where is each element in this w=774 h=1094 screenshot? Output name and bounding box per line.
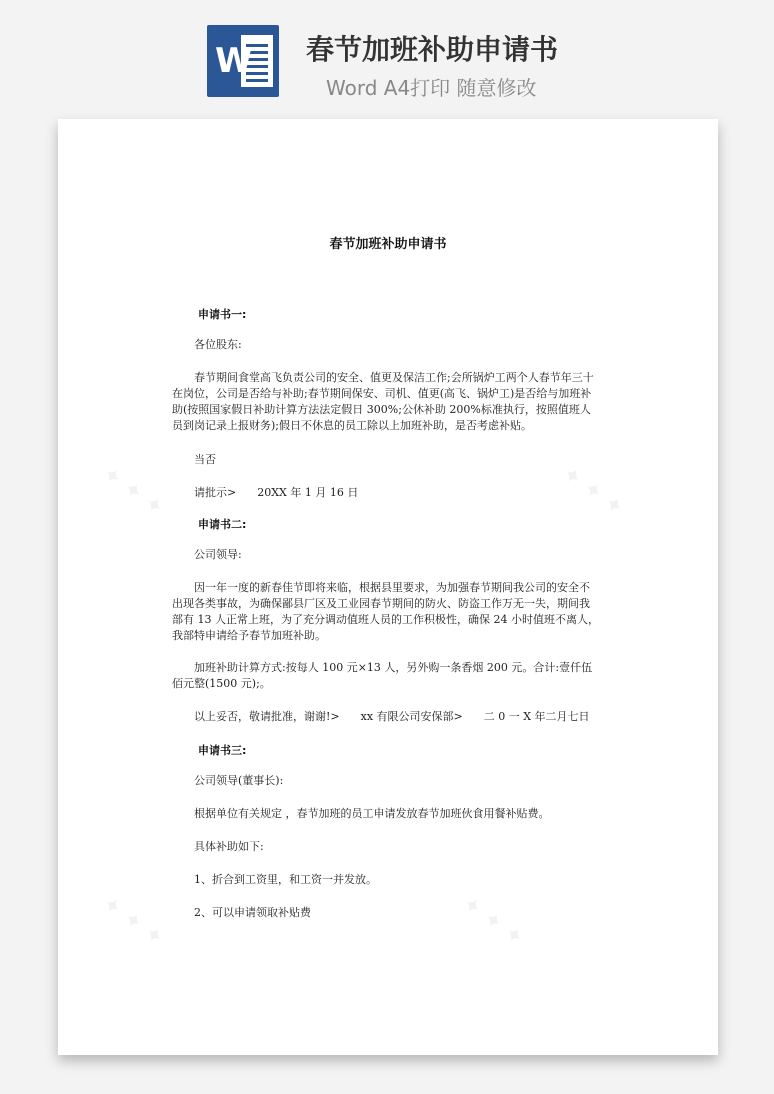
document-title: 春节加班补助申请书: [329, 237, 447, 252]
watermark-decoration: ✦ ✦ ✦: [97, 891, 169, 952]
section1-heading: 申请书一:: [198, 308, 247, 321]
section3-body: 根据单位有关规定 ，春节加班的员工申请发放春节加班伙食用餐补贴费。: [194, 807, 550, 820]
page-header: [0, 0, 774, 115]
section3-heading: 申请书三:: [198, 744, 247, 757]
watermark-decoration: ✦ ✦ ✦: [457, 891, 529, 952]
section2-body: 因一年一度的新春佳节即将来临，根据县里要求，为加强春节期间我公司的安全不出现各类事故，为确保鄙县厂区及工业园春节期间的防火、防盗工作万无一失，期间我部有 13 人正常上班，为了充分调动值班人员的工作积极性，确保 24 小时值班不离人，我部特申请给予春节加班补助。: [172, 581, 599, 642]
watermark-decoration: ✦ ✦ ✦: [557, 461, 629, 522]
section2-calc: 加班补助计算方式:按每人 100 元×13 人，另外购一条香烟 200 元。合计:壹仟伍佰元整(1500 元);。: [172, 661, 593, 690]
section2-heading: 申请书二:: [198, 518, 247, 531]
section1-choice: 当否: [194, 453, 216, 466]
section2-closing: 以上妥否，敬请批准，谢谢!> xx 有限公司安保部> 二 0 一 X 年二月七日: [194, 710, 590, 723]
section2-salutation: 公司领导:: [194, 548, 242, 561]
section1-body: 春节期间食堂高飞负责公司的安全、值更及保洁工作;会所锅炉工两个人春节年三十在岗位，公司是否给与补助;春节期间保安、司机、值更(高飞、锅炉工)是否给与加班补助(按照国家假日补助计算方法法定假日 300%;公休补助 200%标准执行，按照值班人员到岗记录上报财务);假日不休息的员工除以上加班补助，是否考虑补贴。: [172, 371, 594, 432]
section3-item2: 2、可以申请领取补贴费: [194, 906, 311, 919]
header-subtitle: Word A4打印 随意修改: [326, 76, 537, 100]
section1-approval: 请批示> 20XX 年 1 月 16 日: [194, 486, 359, 499]
section3-item1: 1、折合到工资里，和工资一并发放。: [194, 873, 377, 886]
word-icon-letter: W: [215, 41, 253, 81]
document-page: [58, 119, 718, 1055]
header-title: 春节加班补助申请书: [306, 33, 559, 66]
watermark-decoration: ✦ ✦ ✦: [97, 461, 169, 522]
section3-salutation: 公司领导(董事长):: [194, 774, 284, 787]
section1-salutation: 各位股东:: [194, 338, 242, 351]
section3-intro: 具体补助如下:: [194, 840, 264, 853]
word-icon: [207, 25, 279, 97]
